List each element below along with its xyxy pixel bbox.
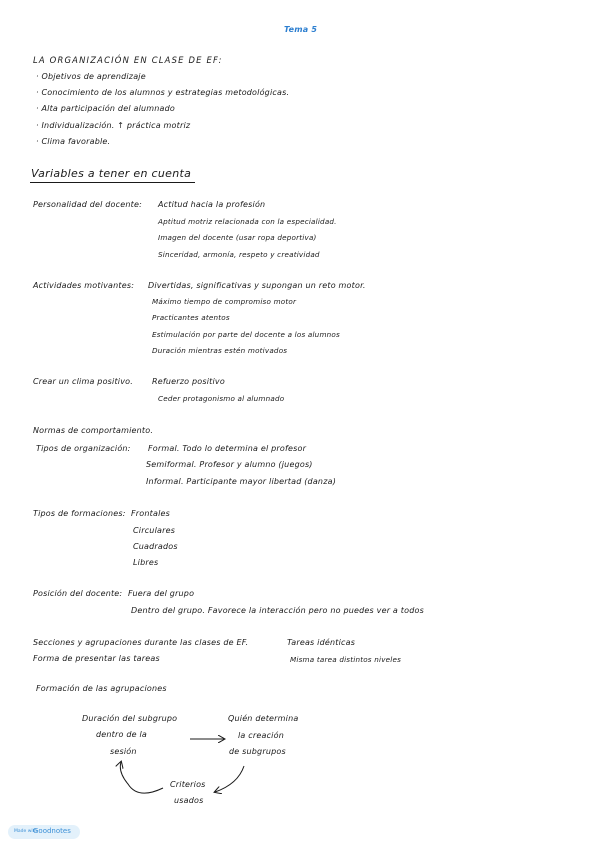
formaciones-line: Libres — [133, 558, 159, 567]
posicion-label: Posición del docente: — [33, 589, 123, 598]
secciones-label: Secciones y agrupaciones durante las clases de EF. — [33, 638, 249, 647]
watermark-brand: Goodnotes — [33, 827, 71, 835]
actividades-line: Divertidas, significativas y supongan un reto motor. — [148, 281, 366, 290]
page-title: Tema 5 — [284, 25, 318, 34]
posicion-line: Fuera del grupo — [128, 589, 195, 598]
diagram-bottom-line: usados — [174, 796, 204, 805]
watermark-prefix: Made with — [14, 829, 38, 834]
diagram-left-line: dentro de la — [96, 730, 148, 739]
arrow-curve-right — [215, 766, 244, 792]
diagram-right-line: la creación — [238, 731, 284, 740]
actividades-label: Actividades motivantes: — [33, 281, 135, 290]
personalidad-line: Aptitud motriz relacionada con la especialidad. — [158, 217, 337, 226]
intro-item: · Alta participación del alumnado — [36, 104, 176, 113]
normas-label: Normas de comportamiento. — [33, 426, 154, 435]
diagram-left-line: sesión — [110, 747, 137, 756]
actividades-line: Duración mientras estén motivados — [152, 346, 288, 355]
clima-label: Crear un clima positivo. — [33, 377, 133, 386]
formaciones-line: Frontales — [131, 509, 171, 518]
formacion-agrupaciones-label: Formación de las agrupaciones — [36, 684, 167, 693]
clima-line: Ceder protagonismo al alumnado — [158, 394, 285, 403]
organizacion-label: Tipos de organización: — [36, 444, 131, 453]
diagram-left-line: Duración del subgrupo — [82, 714, 178, 723]
clima-line: Refuerzo positivo — [152, 377, 225, 386]
secciones-opt2: Misma tarea distintos niveles — [290, 655, 402, 664]
formaciones-line: Circulares — [133, 526, 176, 535]
intro-heading: LA ORGANIZACIÓN EN CLASE DE EF: — [33, 55, 223, 65]
actividades-line: Máximo tiempo de compromiso motor — [152, 297, 297, 306]
organizacion-line: Semiformal. Profesor y alumno (juegos) — [146, 460, 313, 469]
intro-item: · Conocimiento de los alumnos y estrategias metodológicas. — [36, 88, 290, 97]
personalidad-line: Sinceridad, armonía, respeto y creatividad — [158, 250, 320, 259]
organizacion-line: Informal. Participante mayor libertad (danza) — [146, 477, 337, 486]
personalidad-label: Personalidad del docente: — [33, 200, 142, 209]
intro-item: · Objetivos de aprendizaje — [36, 72, 146, 81]
diagram-bottom-line: Criterios — [170, 780, 206, 789]
personalidad-line: Imagen del docente (usar ropa deportiva) — [158, 233, 317, 242]
organizacion-line: Formal. Todo lo determina el profesor — [148, 444, 307, 453]
formaciones-line: Cuadrados — [133, 542, 178, 551]
variables-heading: Variables a tener en cuenta — [31, 167, 192, 180]
intro-item: · Clima favorable. — [36, 137, 111, 146]
secciones-forma-label: Forma de presentar las tareas — [33, 654, 160, 663]
actividades-line: Estimulación por parte del docente a los alumnos — [152, 330, 340, 339]
posicion-line: Dentro del grupo. Favorece la interacción pero no puedes ver a todos — [131, 606, 424, 615]
intro-item: · Individualización. ↑ práctica motriz — [36, 121, 191, 130]
secciones-opt1: Tareas idénticas — [287, 638, 356, 647]
goodnotes-badge — [8, 825, 80, 839]
actividades-line: Practicantes atentos — [152, 313, 230, 322]
personalidad-line: Actitud hacia la profesión — [158, 200, 266, 209]
formaciones-label: Tipos de formaciones: — [33, 509, 126, 518]
diagram-right-line: de subgrupos — [229, 747, 286, 756]
arrow-curve-left — [120, 762, 163, 793]
diagram-right-line: Quién determina — [228, 714, 299, 723]
